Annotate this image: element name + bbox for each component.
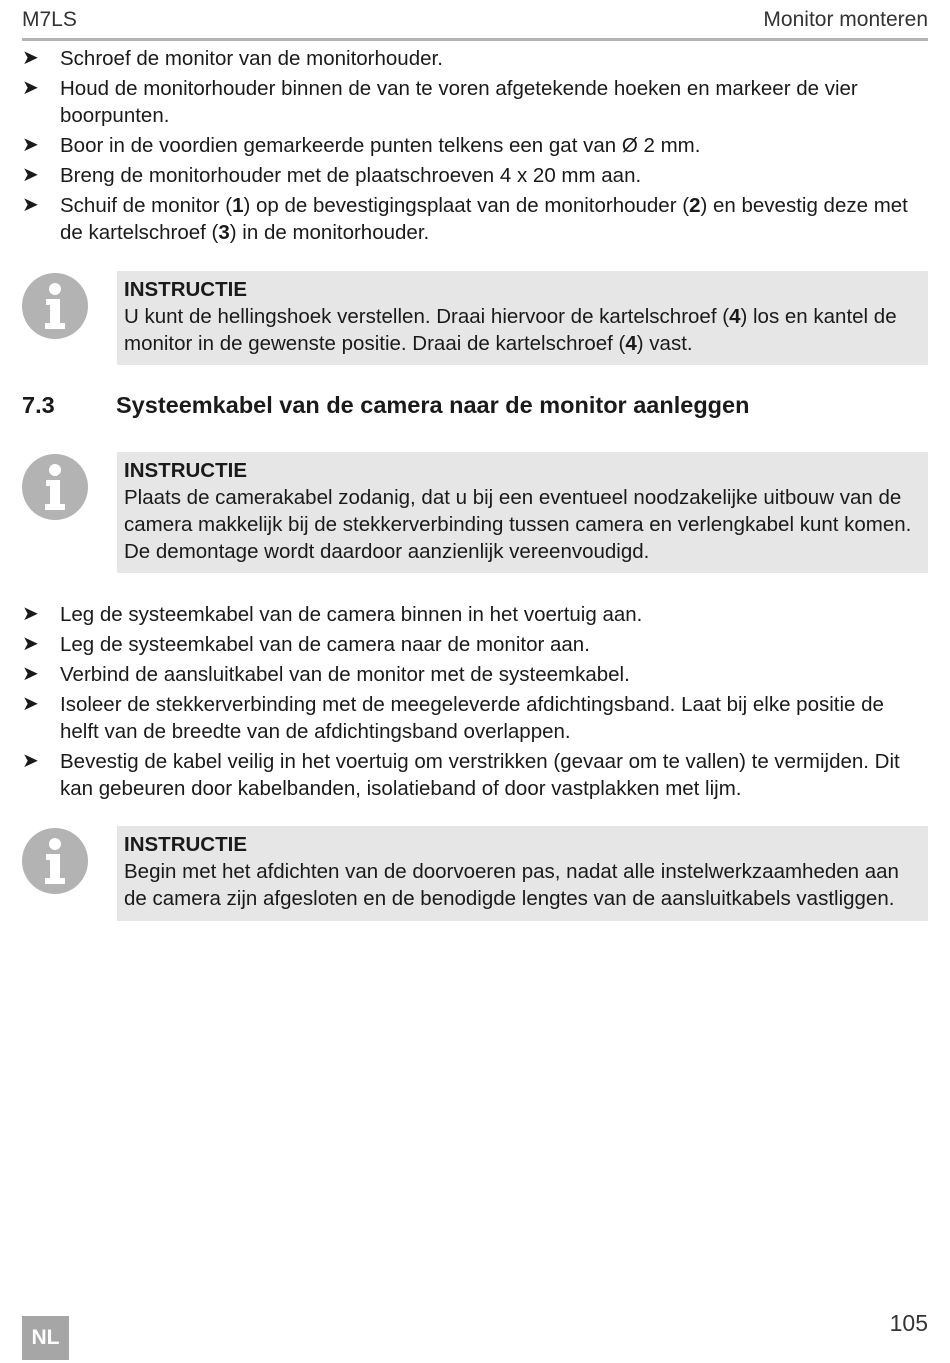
page-number: 105: [889, 1310, 928, 1336]
note-text: [124, 303, 918, 357]
language-badge: NL: [22, 1316, 69, 1360]
text-run: ) op de bevestigingsplaat van de monitorhouder (: [243, 194, 690, 217]
text-run: Begin met het afdichten van de doorvoeren pas, nadat alle instelwerkzaamheden aan de camera zijn afgesloten en de benodigde lengtes van de aansluitkabels vastliggen.: [124, 860, 899, 910]
item-number-ref: 4: [729, 305, 741, 328]
arrow-bullet-icon: ➤: [22, 750, 39, 772]
note-title: INSTRUCTIE: [124, 278, 247, 301]
list-item: [22, 132, 928, 159]
arrow-bullet-icon: ➤: [22, 47, 39, 69]
list-item: [22, 601, 928, 628]
list-item: [22, 75, 928, 129]
text-run: Schuif de monitor (: [60, 194, 233, 217]
text-run: ) en bevestig deze met de kartelschroef (: [60, 194, 908, 244]
text-run: ) vast.: [636, 332, 693, 355]
text-run: U kunt de hellingshoek verstellen. Draai hiervoor de kartelschroef (: [124, 305, 730, 328]
text-run: Leg de systeemkabel van de camera naar de monitor aan.: [60, 633, 590, 656]
info-icon: [22, 273, 88, 339]
note-box: [117, 452, 928, 573]
list-item: [22, 661, 928, 688]
text-run: Houd de monitorhouder binnen de van te voren afgetekende hoeken en markeer de vier boorpunten.: [60, 77, 858, 127]
text-run: Schroef de monitor van de monitorhouder.: [60, 47, 443, 70]
item-number-ref: 2: [689, 194, 701, 217]
list-item: [22, 162, 928, 189]
steps-list-mounting: [22, 45, 928, 249]
arrow-bullet-icon: ➤: [22, 693, 39, 715]
arrow-bullet-icon: ➤: [22, 633, 39, 655]
list-item: [22, 691, 928, 745]
item-number-ref: 1: [232, 194, 244, 217]
arrow-bullet-icon: ➤: [22, 77, 39, 99]
arrow-bullet-icon: ➤: [22, 194, 39, 216]
text-run: Verbind de aansluitkabel van de monitor met de systeemkabel.: [60, 663, 630, 686]
info-icon: [22, 454, 88, 520]
section-title: Systeemkabel van de camera naar de monitor aanleggen: [116, 392, 750, 418]
text-run: Boor in de voordien gemarkeerde punten telkens een gat van Ø 2 mm.: [60, 134, 701, 157]
arrow-bullet-icon: ➤: [22, 603, 39, 625]
list-item: [22, 631, 928, 658]
text-run: Isoleer de stekkerverbinding met de meegeleverde afdichtingsband. Laat bij elke positie de helft van de breedte van de afdichtingsband overlappen.: [60, 693, 884, 743]
note-text: [124, 858, 918, 912]
section-number: 7.3: [22, 392, 55, 418]
note-title: INSTRUCTIE: [124, 833, 247, 856]
note-box: [117, 271, 928, 365]
arrow-bullet-icon: ➤: [22, 663, 39, 685]
info-icon: [22, 828, 88, 894]
text-run: ) los en kantel de monitor in de gewenste positie. Draai de kartelschroef (: [124, 305, 897, 355]
text-run: Breng de monitorhouder met de plaatschroeven 4 x 20 mm aan.: [60, 164, 642, 187]
list-item: [22, 192, 928, 246]
page-header: [22, 8, 928, 41]
note-title: INSTRUCTIE: [124, 459, 247, 482]
steps-list-cable: [22, 601, 928, 805]
text-run: Bevestig de kabel veilig in het voertuig om verstrikken (gevaar om te vallen) te vermijden. Dit kan gebeuren door kabelbanden, isolatieband of door vastplakken met lijm.: [60, 750, 900, 800]
header-product: M7LS: [22, 8, 77, 31]
note-box: [117, 826, 928, 921]
arrow-bullet-icon: ➤: [22, 164, 39, 186]
list-item: [22, 748, 928, 802]
arrow-bullet-icon: ➤: [22, 134, 39, 156]
header-chapter: Monitor monteren: [763, 8, 928, 31]
text-run: ) in de monitorhouder.: [229, 221, 430, 244]
list-item: [22, 45, 928, 72]
note-text: [124, 484, 918, 565]
item-number-ref: 3: [218, 221, 230, 244]
text-run: Leg de systeemkabel van de camera binnen in het voertuig aan.: [60, 603, 643, 626]
item-number-ref: 4: [625, 332, 637, 355]
text-run: Plaats de camerakabel zodanig, dat u bij een eventueel noodzakelijke uitbouw van de camera makkelijk bij de stekkerverbinding tussen camera en verlengkabel kunt komen. De demontage wordt daardoor aanzienlijk vereenvoudigd.: [124, 486, 912, 563]
